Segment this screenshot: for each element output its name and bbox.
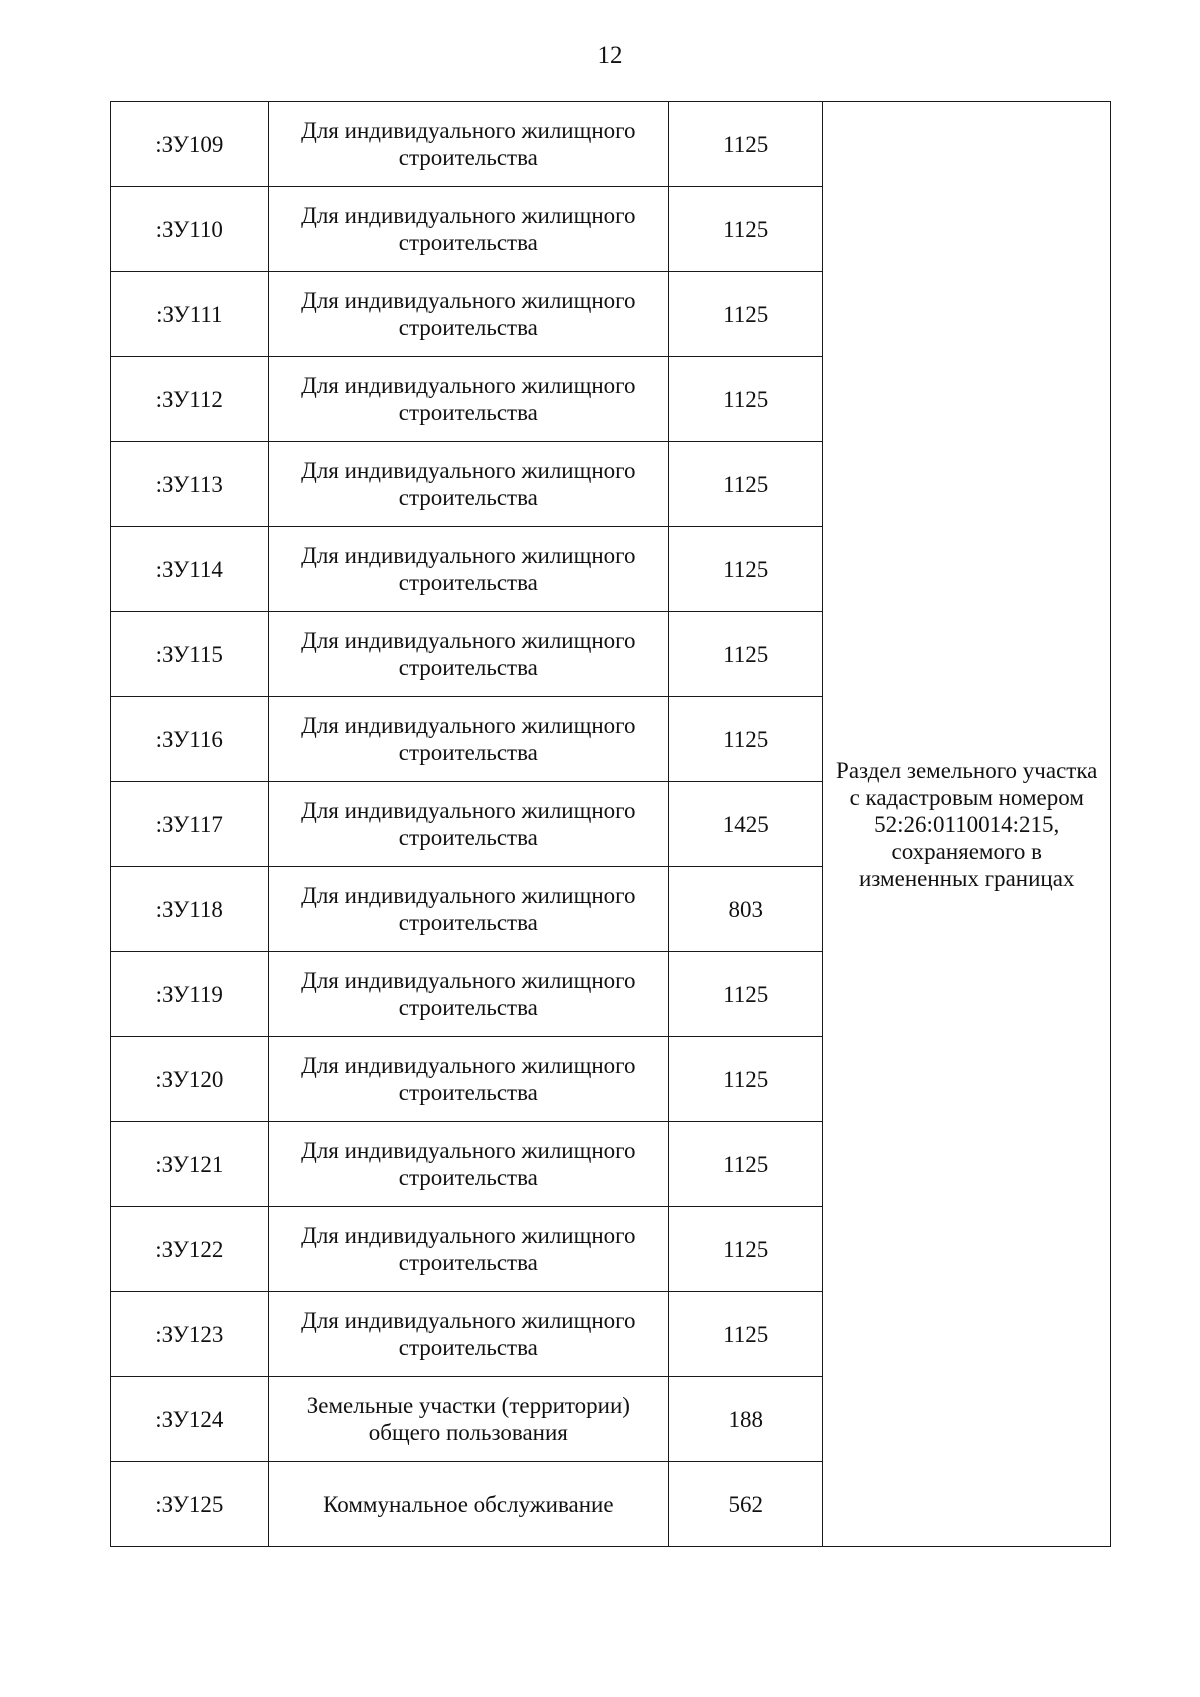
- permitted-use-cell: Для индивидуального жилищного строительства: [268, 952, 668, 1037]
- plot-id-cell: :ЗУ114: [111, 527, 269, 612]
- area-cell: 803: [669, 867, 823, 952]
- plot-id-cell: :ЗУ110: [111, 187, 269, 272]
- plot-id-cell: :ЗУ115: [111, 612, 269, 697]
- permitted-use-cell: Для индивидуального жилищного строительства: [268, 527, 668, 612]
- plot-id-cell: :ЗУ109: [111, 102, 269, 187]
- area-cell: 1125: [669, 357, 823, 442]
- permitted-use-cell: Для индивидуального жилищного строительства: [268, 1292, 668, 1377]
- permitted-use-cell: Земельные участки (территории) общего пользования: [268, 1377, 668, 1462]
- plot-id-cell: :ЗУ121: [111, 1122, 269, 1207]
- plot-id-cell: :ЗУ118: [111, 867, 269, 952]
- note-cell: Раздел земельного участка с кадастровым номером 52:26:0110014:215, сохраняемого в измененных границах: [823, 102, 1111, 1547]
- plot-id-cell: :ЗУ117: [111, 782, 269, 867]
- area-cell: 188: [669, 1377, 823, 1462]
- plot-id-cell: :ЗУ112: [111, 357, 269, 442]
- plot-id-cell: :ЗУ125: [111, 1462, 269, 1547]
- area-cell: 1125: [669, 1207, 823, 1292]
- plot-id-cell: :ЗУ123: [111, 1292, 269, 1377]
- plot-id-cell: :ЗУ122: [111, 1207, 269, 1292]
- table-body: [111, 102, 1111, 1547]
- table-row: [111, 102, 1111, 187]
- permitted-use-cell: Для индивидуального жилищного строительства: [268, 187, 668, 272]
- plot-id-cell: :ЗУ111: [111, 272, 269, 357]
- plot-id-cell: :ЗУ120: [111, 1037, 269, 1122]
- page-number: 12: [597, 42, 623, 69]
- permitted-use-cell: Для индивидуального жилищного строительства: [268, 697, 668, 782]
- area-cell: 1125: [669, 527, 823, 612]
- permitted-use-cell: Для индивидуального жилищного строительства: [268, 1037, 668, 1122]
- plot-id-cell: :ЗУ116: [111, 697, 269, 782]
- area-cell: 1125: [669, 1292, 823, 1377]
- plot-id-cell: :ЗУ113: [111, 442, 269, 527]
- area-cell: 1125: [669, 952, 823, 1037]
- land-plots-table: [110, 101, 1111, 1547]
- permitted-use-cell: Для индивидуального жилищного строительства: [268, 1207, 668, 1292]
- plot-id-cell: :ЗУ119: [111, 952, 269, 1037]
- area-cell: 562: [669, 1462, 823, 1547]
- permitted-use-cell: Для индивидуального жилищного строительства: [268, 442, 668, 527]
- area-cell: 1125: [669, 272, 823, 357]
- area-cell: 1125: [669, 612, 823, 697]
- permitted-use-cell: Для индивидуального жилищного строительства: [268, 867, 668, 952]
- plot-id-cell: :ЗУ124: [111, 1377, 269, 1462]
- area-cell: 1125: [669, 697, 823, 782]
- permitted-use-cell: Для индивидуального жилищного строительства: [268, 1122, 668, 1207]
- area-cell: 1125: [669, 102, 823, 187]
- permitted-use-cell: Для индивидуального жилищного строительства: [268, 357, 668, 442]
- area-cell: 1125: [669, 1122, 823, 1207]
- permitted-use-cell: Для индивидуального жилищного строительства: [268, 272, 668, 357]
- area-cell: 1125: [669, 442, 823, 527]
- area-cell: 1125: [669, 1037, 823, 1122]
- area-cell: 1425: [669, 782, 823, 867]
- permitted-use-cell: Для индивидуального жилищного строительства: [268, 102, 668, 187]
- permitted-use-cell: Для индивидуального жилищного строительства: [268, 782, 668, 867]
- permitted-use-cell: Для индивидуального жилищного строительства: [268, 612, 668, 697]
- area-cell: 1125: [669, 187, 823, 272]
- permitted-use-cell: Коммунальное обслуживание: [268, 1462, 668, 1547]
